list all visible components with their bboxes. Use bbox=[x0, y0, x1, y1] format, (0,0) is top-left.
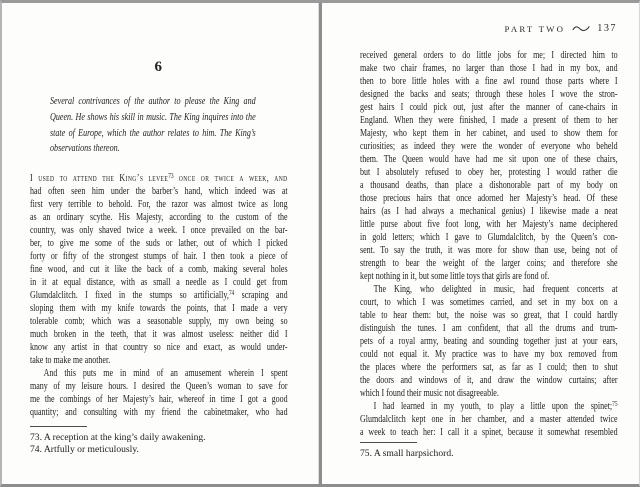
text-line bbox=[30, 444, 287, 456]
text-segment: Glumdalclitch kept one in her chamber, and a master attended twice bbox=[360, 414, 618, 425]
text-line bbox=[360, 63, 618, 76]
right-page-footnotes bbox=[360, 442, 617, 460]
text-line bbox=[360, 128, 618, 141]
text-line bbox=[360, 310, 618, 323]
footnote-marker: 74 bbox=[228, 290, 235, 297]
text-line bbox=[360, 76, 618, 89]
text-segment: once or twice a week, and bbox=[173, 173, 288, 185]
text-line bbox=[30, 264, 288, 277]
text-line bbox=[360, 89, 618, 102]
text-segment: The King, who delighted in music, had frequent concerts at bbox=[373, 284, 618, 295]
part-label: PART TWO bbox=[504, 23, 566, 34]
text-segment: me the combings of her Majesty’s hair, whereof in time I got a good bbox=[30, 394, 288, 405]
text-line bbox=[360, 271, 618, 284]
text-segment: hairs (as I had always a mechanical genius) I likewise made a neat bbox=[360, 206, 618, 217]
text-segment: little purse about five foot long, with her Majesty’s name deciphered bbox=[360, 219, 618, 230]
text-line bbox=[30, 212, 288, 225]
text-line bbox=[360, 349, 618, 362]
text-segment: country, was only shaved twice a week. I once prevailed on the bar- bbox=[30, 225, 288, 236]
text-line bbox=[30, 432, 287, 444]
text-line bbox=[30, 303, 288, 316]
text-line bbox=[360, 388, 618, 401]
text-segment: 73. A reception at the king’s daily awakening. bbox=[30, 432, 206, 443]
text-line bbox=[30, 251, 288, 264]
text-line bbox=[30, 355, 288, 368]
footnote-list bbox=[360, 448, 617, 460]
text-line bbox=[30, 394, 288, 407]
text-line bbox=[50, 143, 256, 159]
text-line bbox=[30, 238, 288, 251]
chapter-number: 6 bbox=[154, 59, 163, 75]
text-segment: state of Europe, which the author relates to him. The King’s bbox=[50, 127, 256, 139]
text-line bbox=[30, 290, 288, 303]
text-segment: know any artist in that country so nice and exact, as would under- bbox=[30, 342, 288, 353]
text-segment: the places where the performers sat, as far as I could; then to shut bbox=[360, 362, 618, 373]
footnote-list bbox=[30, 432, 287, 456]
swash-ornament-icon bbox=[572, 25, 590, 33]
text-segment: forty or fifty of the strongest stumps of hair. I then took a piece of bbox=[30, 251, 288, 262]
text-segment: And this puts me in mind of an amusement wherein I spent bbox=[43, 368, 288, 379]
text-line bbox=[30, 381, 288, 394]
text-segment: gest hairs I could pick out, just after the manner of cane-chairs in bbox=[360, 102, 618, 113]
text-segment: Glumdalclitch. I fixed in the stumps so artificially, bbox=[30, 290, 229, 302]
text-line bbox=[360, 336, 618, 349]
text-segment: court, to which I was sometimes carried, and set in my box on a bbox=[360, 297, 618, 308]
text-line bbox=[360, 141, 618, 154]
text-segment: strength to bear the weight of the larger coins; and therefore she bbox=[360, 258, 618, 269]
text-line bbox=[50, 112, 256, 128]
text-line bbox=[30, 316, 288, 329]
text-line bbox=[30, 173, 288, 186]
text-segment: 74. Artfully or meticulously. bbox=[30, 444, 139, 456]
text-segment: 75. A small harpsichord. bbox=[360, 448, 454, 459]
left-page-body bbox=[30, 173, 288, 420]
text-segment: those precious hairs that once adorned her Majesty’s head. Of these bbox=[360, 193, 618, 204]
text-line bbox=[360, 323, 618, 336]
text-line bbox=[360, 167, 618, 180]
text-segment: England. When they were finished, I made a present of them to her bbox=[360, 115, 618, 126]
text-segment: them. The Queen would have had me sit upon one of these chairs, bbox=[360, 154, 618, 165]
text-line bbox=[360, 219, 618, 232]
text-segment: designed the backs and seats; through these holes I wove the stron- bbox=[360, 89, 618, 100]
text-line bbox=[30, 407, 288, 420]
text-segment: observations thereon. bbox=[50, 143, 120, 155]
text-segment: the doors and windows of it, and draw the window curtains; after bbox=[360, 375, 618, 386]
text-line bbox=[30, 342, 288, 355]
text-line bbox=[360, 427, 618, 440]
footnote-rule bbox=[360, 442, 417, 443]
text-segment: Several contrivances of the author to please the King and bbox=[50, 96, 256, 107]
footnote-marker: 73 bbox=[168, 173, 174, 180]
left-page bbox=[2, 3, 319, 484]
footnote-marker: 75 bbox=[612, 401, 618, 408]
page-number: 137 bbox=[597, 23, 617, 34]
chapter-summary bbox=[50, 96, 256, 159]
text-segment: had often seen him under the barber’s hand, which indeed was at bbox=[30, 186, 288, 197]
text-segment: but I absolutely refused to obey her, protesting I would rather die bbox=[360, 167, 618, 178]
text-line bbox=[360, 297, 618, 310]
text-line bbox=[360, 284, 618, 297]
text-segment: distinguish the tunes. I am confident, that all the drums and trum- bbox=[360, 323, 618, 334]
text-segment: sloping them with my knife towards the points, that I made a very bbox=[30, 303, 288, 314]
right-page-body bbox=[360, 50, 618, 440]
running-header bbox=[505, 23, 617, 34]
text-line bbox=[360, 50, 618, 63]
text-segment: a week to teach her: I call it a spinet, because it somewhat resembled bbox=[360, 427, 618, 438]
text-line bbox=[360, 448, 617, 460]
text-segment: curiosities; as indeed they were the wonder of everyone who beheld bbox=[360, 141, 618, 152]
text-segment: which I found their music not disagreeable. bbox=[360, 388, 499, 399]
text-segment: scraping and bbox=[234, 290, 288, 302]
text-line bbox=[30, 199, 288, 212]
footnote-rule bbox=[30, 426, 87, 427]
text-line bbox=[360, 102, 618, 115]
text-line bbox=[360, 206, 618, 219]
text-segment: then to bore little holes with a fine awl round those parts where I bbox=[360, 76, 618, 87]
text-line bbox=[360, 115, 618, 128]
text-segment: could not equal it. My practice was to have my box removed from bbox=[360, 349, 618, 360]
text-segment: make two chair frames, no larger than those I had in my box, and bbox=[360, 63, 618, 74]
text-segment: a thousand deaths, than place a dishonorable part of my body on bbox=[360, 180, 618, 191]
text-segment: as an ordinary scythe. His Majesty, according to the custom of the bbox=[30, 212, 288, 223]
text-line bbox=[360, 401, 618, 414]
text-segment: pets of a royal army, beating and sounding together just at your ears, bbox=[360, 336, 618, 347]
text-line bbox=[30, 186, 288, 199]
text-segment: tolerable comb; which was a seasonable supply, my own being so bbox=[30, 316, 288, 327]
text-segment: ber, to give me some of the suds or lather, out of which I picked bbox=[30, 238, 288, 249]
text-segment: fine wood, and cut it like the back of a comb, making several holes bbox=[30, 264, 288, 275]
text-line bbox=[360, 258, 618, 271]
text-segment: I used to attend the King’s levee bbox=[30, 173, 169, 185]
text-line bbox=[50, 128, 256, 144]
text-segment: kept nothing in it, but some little toys that girls are fond of. bbox=[360, 271, 550, 282]
text-segment: I had learned in my youth, to play a little upon the spinet; bbox=[373, 401, 613, 413]
text-segment: in gold letters; which I gave to Glumdalclitch, by the Queen’s con- bbox=[360, 232, 618, 243]
text-segment: take to make me another. bbox=[30, 355, 111, 366]
text-segment: first very terrible to behold. For, the razor was almost twice as long bbox=[30, 199, 288, 210]
left-page-footnotes bbox=[30, 426, 287, 456]
text-line bbox=[360, 414, 618, 427]
text-segment: in it at equal distance, with as small a needle as I could get from bbox=[30, 277, 288, 288]
text-line bbox=[360, 245, 618, 258]
text-line bbox=[360, 362, 618, 375]
text-line bbox=[30, 225, 288, 238]
text-segment: received general orders to do little jobs for me; I directed him to bbox=[360, 50, 618, 61]
text-line bbox=[30, 368, 288, 381]
text-line bbox=[360, 180, 618, 193]
text-line bbox=[50, 96, 256, 112]
text-line bbox=[360, 193, 618, 206]
text-segment: sent. To say the truth, it was more for show than use, being not of bbox=[360, 245, 618, 256]
text-segment: many of my leisure hours. I desired the Queen’s woman to save for bbox=[30, 381, 288, 392]
text-line bbox=[30, 329, 288, 342]
text-line bbox=[360, 232, 618, 245]
text-segment: quantity; and consulting with my friend the cabinetmaker, who had bbox=[30, 407, 288, 418]
text-line bbox=[30, 277, 288, 290]
text-line bbox=[360, 154, 618, 167]
text-line bbox=[360, 375, 618, 388]
text-segment: table to hear them: but, the noise was so great, that I could hardly bbox=[360, 310, 618, 321]
right-page bbox=[322, 3, 639, 484]
text-segment: Majesty, who kept them in her cabinet, and used to show them for bbox=[360, 128, 618, 139]
text-segment: much broken in the teeth, that it was almost useless: neither did I bbox=[30, 329, 288, 340]
text-segment: Queen. He shows his skill in music. The King inquires into the bbox=[50, 111, 256, 123]
